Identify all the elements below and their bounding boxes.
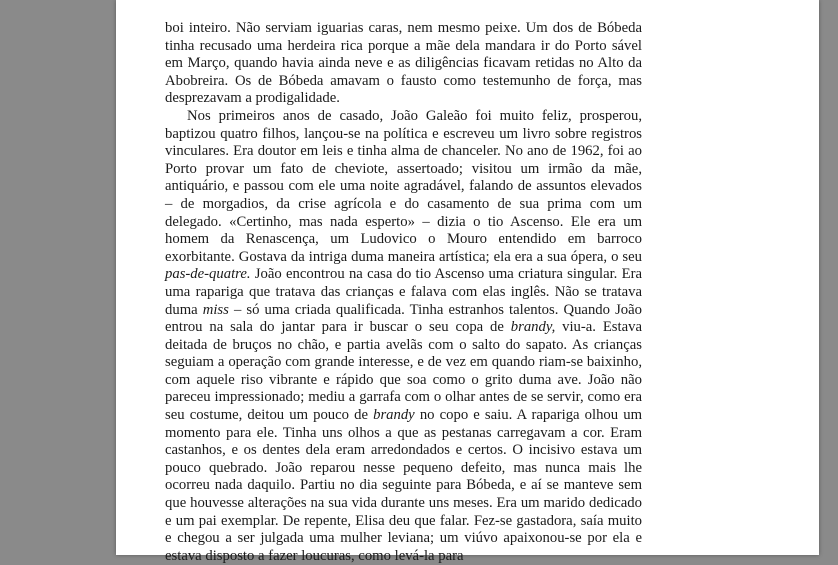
text-run: Nos primeiros anos de casado, João Galeão foi muito feliz, prosperou, baptizou quatro filhos, lançou-se na política e escreveu um livro sobre registros vinculares. Era doutor em leis e tinha alma de chanceler. No ano de 1962, foi ao Porto provar um fato de cheviote, assertoado; visitou um irmão da mãe, antiquário, e passou com ele uma noite agradável, falando de assuntos elevados – de morgadios, da crise agrícola e do casamento de sua prima com um delegado. «Certinho, mas nada esperto» – dizia o tio Ascenso. Ele era um homem da Renascença, um Ludovico o Mouro entendido em barroco exorbitante. Gostava da intriga duma maneira artística; ela era a sua ópera, o seu <box>165 107 642 265</box>
text-run: – só uma criada qualificada. Tinha estranhos talentos. Quando João entrou na sala do jantar para ir buscar o seu copa de <box>165 301 642 336</box>
text-run: João encontrou na casa do tio Ascenso uma criatura singular. Era uma rapariga que tratava das crianças e falava com elas inglês. Não se tratava duma <box>165 266 642 318</box>
paragraph <box>165 108 642 565</box>
document-page <box>116 0 819 564</box>
text-run: boi inteiro. Não serviam iguarias caras, nem mesmo peixe. Um dos de Bóbeda tinha recusado uma herdeira rica porque a mãe dela mandara ir do Porto sável em Março, quando havia ainda neve e as diligências ficavam retidas no Alto da Abobreira. Os de Bóbeda amavam o fausto como testemunho de força, mas desprezavam a prodigalidade. <box>165 20 642 107</box>
italic-text: brandy, <box>510 319 556 336</box>
italic-text: miss <box>202 301 229 318</box>
text-run: viu-a. Estava deitada de bruços no chão, e partia avelãs com o salto do sapato. As crianças seguiam a operação com grande interesse, e de vez em quando riam-se baixinho, com aquele riso vibrante e rápido que soa como o grito duma ave. João não pareceu impressionado; mediu a garrafa com o olhar antes de se servir, como era seu costume, deitou um pouco de <box>165 319 642 424</box>
paragraph <box>165 20 642 108</box>
body-text <box>165 20 642 565</box>
text-run: no copo e saiu. A rapariga olhou um momento para ele. Tinha uns olhos a que as pestanas carregavam a cor. Eram castanhos, e os dentes dela eram arredondados e certos. O incisivo estava um pouco quebrado. João reparou nesse pequeno defeito, mas nunca mais lhe ocorreu nada daquilo. Partiu no dia seguinte para Bóbeda, e aí se manteve sem que houvesse alterações na sua vida durante uns meses. Era um marido dedicado e um pai exemplar. De repente, Elisa deu que falar. Fez-se gastadora, saía muito e chegou a ser julgada uma mulher leviana; um viúvo apaixonou-se por ela e estava disposto a fazer loucuras, como levá-la para <box>165 407 642 564</box>
italic-text: pas-de-quatre. <box>165 266 251 283</box>
italic-text: brandy <box>373 407 415 424</box>
